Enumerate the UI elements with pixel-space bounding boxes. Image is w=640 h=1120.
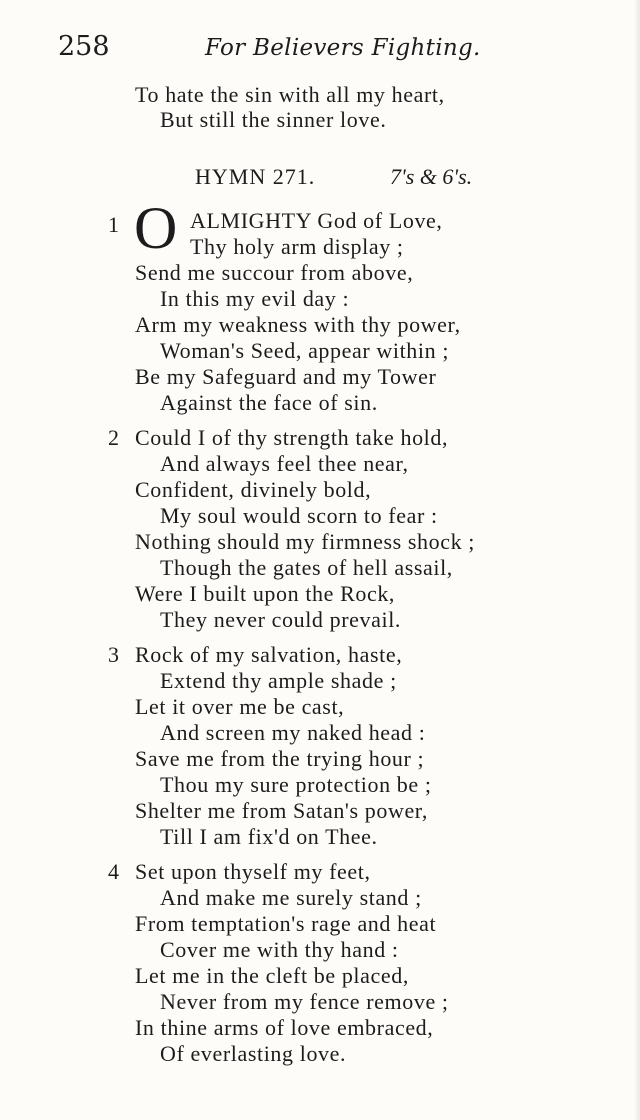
verse-line: Never from my fence remove ; xyxy=(160,989,449,1014)
verse-line: Let me in the cleft be placed, xyxy=(135,963,409,988)
verse-line: Thy holy arm display ; xyxy=(190,234,404,259)
verse-line: From temptation's rage and heat xyxy=(135,911,437,936)
page-number: 258 xyxy=(58,31,110,62)
verse-line: Set upon thyself my feet, xyxy=(135,859,371,884)
prev-hymn-line: But still the sinner love. xyxy=(160,107,387,132)
verse-line: Were I built upon the Rock, xyxy=(135,581,396,606)
prev-hymn-line: To hate the sin with all my heart, xyxy=(135,82,445,107)
page-edge-shadow xyxy=(634,0,640,1120)
verse-line: Let it over me be cast, xyxy=(135,694,345,719)
verse-line: Thou my sure protection be ; xyxy=(160,772,432,797)
running-title: For Believers Fighting. xyxy=(205,35,481,61)
hymn-title: HYMN 271. xyxy=(195,164,316,189)
verse-line: Woman's Seed, appear within ; xyxy=(160,338,450,363)
verse-line: My soul would scorn to fear : xyxy=(160,503,438,528)
verse-line: Extend thy ample shade ; xyxy=(160,668,397,693)
verse-line: They never could prevail. xyxy=(160,607,402,632)
verse-number: 3 xyxy=(108,642,119,667)
verse-number: 2 xyxy=(108,425,119,450)
verse-line: Confident, divinely bold, xyxy=(135,477,372,502)
verse-number: 4 xyxy=(108,859,119,884)
verse-line: Though the gates of hell assail, xyxy=(160,555,453,580)
verse-line: ALMIGHTY God of Love, xyxy=(190,208,443,233)
hymn-meter: 7's & 6's. xyxy=(390,164,473,189)
verse-line: And make me surely stand ; xyxy=(160,885,422,910)
verse-line: Against the face of sin. xyxy=(160,390,378,415)
verse-line: Send me succour from above, xyxy=(135,260,414,285)
drop-cap: O xyxy=(134,195,178,261)
verse-line: Of everlasting love. xyxy=(160,1041,347,1066)
verse-line: In this my evil day : xyxy=(160,286,350,311)
verse-line: Nothing should my firmness shock ; xyxy=(135,529,476,554)
verse-line: And always feel thee near, xyxy=(160,451,409,476)
verse-line: And screen my naked head : xyxy=(160,720,426,745)
verse-line: Till I am fix'd on Thee. xyxy=(160,824,378,849)
verse-line: Could I of thy strength take hold, xyxy=(135,425,449,450)
verse-line: Rock of my salvation, haste, xyxy=(135,642,403,667)
verse-line: Shelter me from Satan's power, xyxy=(135,798,428,823)
verse-line: In thine arms of love embraced, xyxy=(135,1015,434,1040)
verse-line: Cover me with thy hand : xyxy=(160,937,399,962)
verse-line: Be my Safeguard and my Tower xyxy=(135,364,437,389)
verse-number: 1 xyxy=(108,212,119,237)
verse-line: Save me from the trying hour ; xyxy=(135,746,425,771)
verse-line: Arm my weakness with thy power, xyxy=(135,312,461,337)
